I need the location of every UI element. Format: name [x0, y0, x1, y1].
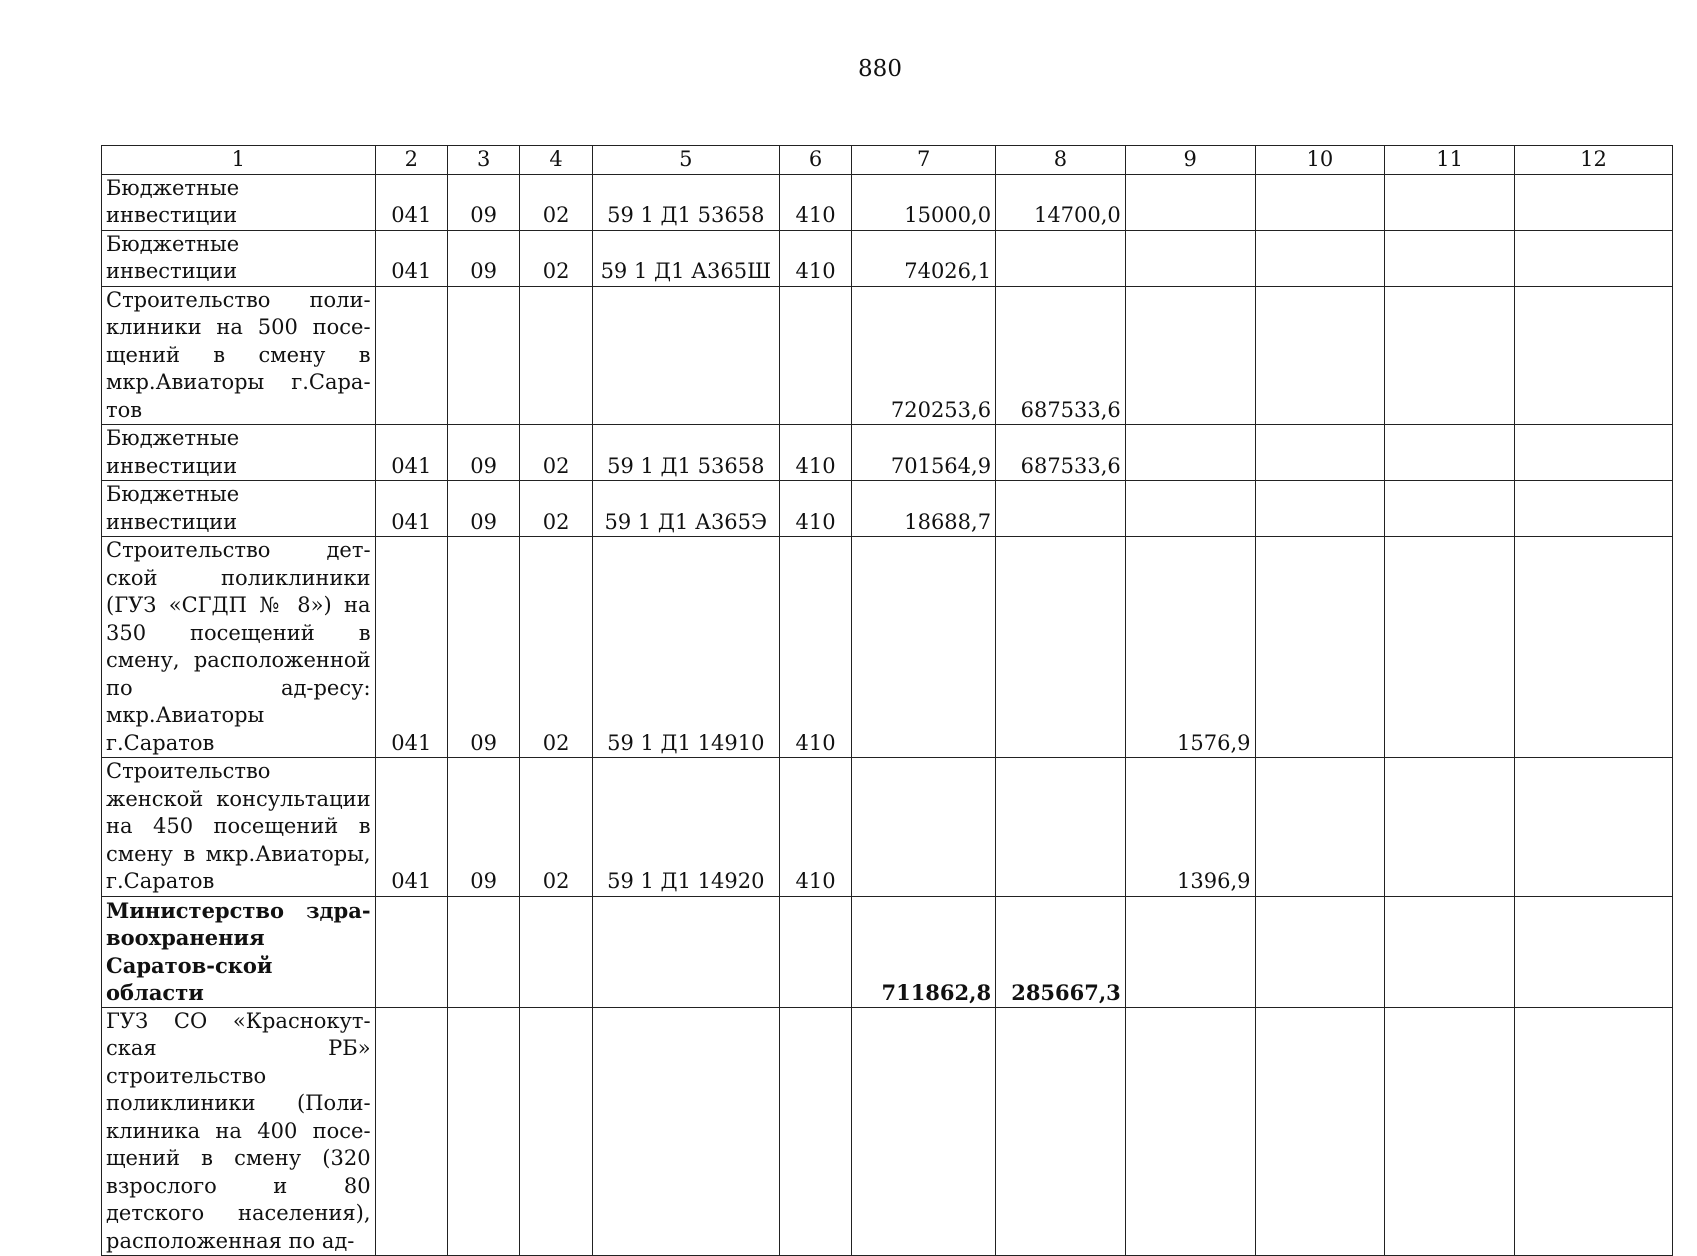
table-row	[102, 286, 1673, 425]
cell-col-11	[1385, 537, 1515, 758]
cell-col-2	[375, 896, 447, 1007]
cell-col-12	[1515, 758, 1673, 897]
cell-col-5	[592, 1007, 779, 1256]
cell-col-5: 59 1 Д1 14910	[592, 537, 779, 758]
cell-col-10	[1255, 230, 1385, 286]
row-name: Бюджетные инвестиции	[102, 230, 376, 286]
cell-col-12	[1515, 286, 1673, 425]
cell-col-9	[1125, 174, 1255, 230]
cell-col-11	[1385, 481, 1515, 537]
cell-col-4: 02	[520, 758, 592, 897]
cell-col-5: 59 1 Д1 А365Э	[592, 481, 779, 537]
cell-col-2: 041	[375, 230, 447, 286]
cell-col-7: 711862,8	[852, 896, 996, 1007]
cell-col-3: 09	[447, 481, 519, 537]
cell-col-9	[1125, 896, 1255, 1007]
cell-col-5: 59 1 Д1 53658	[592, 174, 779, 230]
cell-col-2: 041	[375, 174, 447, 230]
cell-col-6: 410	[779, 425, 851, 481]
budget-table	[101, 145, 1673, 1256]
cell-col-4: 02	[520, 230, 592, 286]
cell-col-11	[1385, 1007, 1515, 1256]
cell-col-3: 09	[447, 425, 519, 481]
cell-col-12	[1515, 230, 1673, 286]
cell-col-3: 09	[447, 230, 519, 286]
column-header-row	[102, 146, 1673, 175]
cell-col-7: 18688,7	[852, 481, 996, 537]
cell-col-2: 041	[375, 537, 447, 758]
cell-col-8	[996, 537, 1126, 758]
cell-col-4: 02	[520, 537, 592, 758]
page-number: 880	[858, 56, 902, 82]
column-header: 2	[375, 146, 447, 175]
cell-col-12	[1515, 537, 1673, 758]
table-row	[102, 481, 1673, 537]
cell-col-10	[1255, 425, 1385, 481]
cell-col-5: 59 1 Д1 14920	[592, 758, 779, 897]
cell-col-7: 701564,9	[852, 425, 996, 481]
column-header: 1	[102, 146, 376, 175]
cell-col-4	[520, 896, 592, 1007]
cell-col-4: 02	[520, 481, 592, 537]
column-header: 9	[1125, 146, 1255, 175]
cell-col-3	[447, 286, 519, 425]
cell-col-2: 041	[375, 425, 447, 481]
cell-col-7	[852, 537, 996, 758]
cell-col-10	[1255, 758, 1385, 897]
cell-col-9: 1396,9	[1125, 758, 1255, 897]
row-name: Строительство поли-клиники на 500 посе-щений в смену в мкр.Авиаторы г.Сара-тов	[102, 286, 376, 425]
cell-col-11	[1385, 758, 1515, 897]
column-header: 6	[779, 146, 851, 175]
cell-col-11	[1385, 425, 1515, 481]
cell-col-8: 14700,0	[996, 174, 1126, 230]
cell-col-10	[1255, 286, 1385, 425]
cell-col-8	[996, 1007, 1126, 1256]
cell-col-6: 410	[779, 537, 851, 758]
cell-col-4: 02	[520, 425, 592, 481]
cell-col-7: 15000,0	[852, 174, 996, 230]
cell-col-7: 74026,1	[852, 230, 996, 286]
cell-col-5: 59 1 Д1 А365Ш	[592, 230, 779, 286]
cell-col-9	[1125, 481, 1255, 537]
column-header: 12	[1515, 146, 1673, 175]
cell-col-8: 687533,6	[996, 286, 1126, 425]
cell-col-2: 041	[375, 758, 447, 897]
cell-col-2: 041	[375, 481, 447, 537]
cell-col-5: 59 1 Д1 53658	[592, 425, 779, 481]
table-row	[102, 425, 1673, 481]
cell-col-3: 09	[447, 758, 519, 897]
cell-col-9	[1125, 230, 1255, 286]
cell-col-11	[1385, 230, 1515, 286]
cell-col-10	[1255, 1007, 1385, 1256]
table-row	[102, 230, 1673, 286]
column-header: 11	[1385, 146, 1515, 175]
cell-col-11	[1385, 286, 1515, 425]
cell-col-2	[375, 1007, 447, 1256]
cell-col-9: 1576,9	[1125, 537, 1255, 758]
cell-col-12	[1515, 481, 1673, 537]
table-row	[102, 1007, 1673, 1256]
cell-col-6: 410	[779, 230, 851, 286]
cell-col-12	[1515, 896, 1673, 1007]
row-name: Бюджетные инвестиции	[102, 174, 376, 230]
cell-col-4	[520, 286, 592, 425]
cell-col-7	[852, 758, 996, 897]
row-name: Министерство здра-воохранения Саратов-ской области	[102, 896, 376, 1007]
row-name: ГУЗ СО «Краснокут-ская РБ» строительство поликлиники (Поли-клиника на 400 посе-щений в смену (320 взрослого и 80 детского населения), расположенная по ад-	[102, 1007, 376, 1256]
cell-col-10	[1255, 537, 1385, 758]
column-header: 10	[1255, 146, 1385, 175]
cell-col-3	[447, 896, 519, 1007]
cell-col-12	[1515, 174, 1673, 230]
cell-col-8	[996, 230, 1126, 286]
column-header: 3	[447, 146, 519, 175]
column-header: 8	[996, 146, 1126, 175]
cell-col-11	[1385, 896, 1515, 1007]
cell-col-7	[852, 1007, 996, 1256]
table-row	[102, 758, 1673, 897]
cell-col-11	[1385, 174, 1515, 230]
column-header: 5	[592, 146, 779, 175]
cell-col-8: 285667,3	[996, 896, 1126, 1007]
cell-col-3	[447, 1007, 519, 1256]
cell-col-6: 410	[779, 758, 851, 897]
cell-col-10	[1255, 174, 1385, 230]
cell-col-3: 09	[447, 174, 519, 230]
cell-col-6: 410	[779, 174, 851, 230]
cell-col-12	[1515, 1007, 1673, 1256]
cell-col-5	[592, 286, 779, 425]
cell-col-12	[1515, 425, 1673, 481]
cell-col-6: 410	[779, 481, 851, 537]
row-name: Строительство дет-ской поликлиники (ГУЗ «СГДП № 8») на 350 посещений в смену, расположенной по ад-ресу: мкр.Авиаторы г.Саратов	[102, 537, 376, 758]
column-header: 7	[852, 146, 996, 175]
cell-col-9	[1125, 1007, 1255, 1256]
cell-col-2	[375, 286, 447, 425]
cell-col-9	[1125, 286, 1255, 425]
cell-col-6	[779, 286, 851, 425]
cell-col-5	[592, 896, 779, 1007]
table-row	[102, 537, 1673, 758]
cell-col-4	[520, 1007, 592, 1256]
cell-col-10	[1255, 481, 1385, 537]
cell-col-9	[1125, 425, 1255, 481]
cell-col-6	[779, 896, 851, 1007]
cell-col-4: 02	[520, 174, 592, 230]
cell-col-7: 720253,6	[852, 286, 996, 425]
row-name: Строительство женской консультации на 450 посещений в смену в мкр.Авиаторы, г.Саратов	[102, 758, 376, 897]
cell-col-8: 687533,6	[996, 425, 1126, 481]
cell-col-6	[779, 1007, 851, 1256]
row-name: Бюджетные инвестиции	[102, 481, 376, 537]
cell-col-10	[1255, 896, 1385, 1007]
row-name: Бюджетные инвестиции	[102, 425, 376, 481]
table-row	[102, 174, 1673, 230]
cell-col-8	[996, 481, 1126, 537]
cell-col-8	[996, 758, 1126, 897]
cell-col-3: 09	[447, 537, 519, 758]
table-row-bold	[102, 896, 1673, 1007]
column-header: 4	[520, 146, 592, 175]
